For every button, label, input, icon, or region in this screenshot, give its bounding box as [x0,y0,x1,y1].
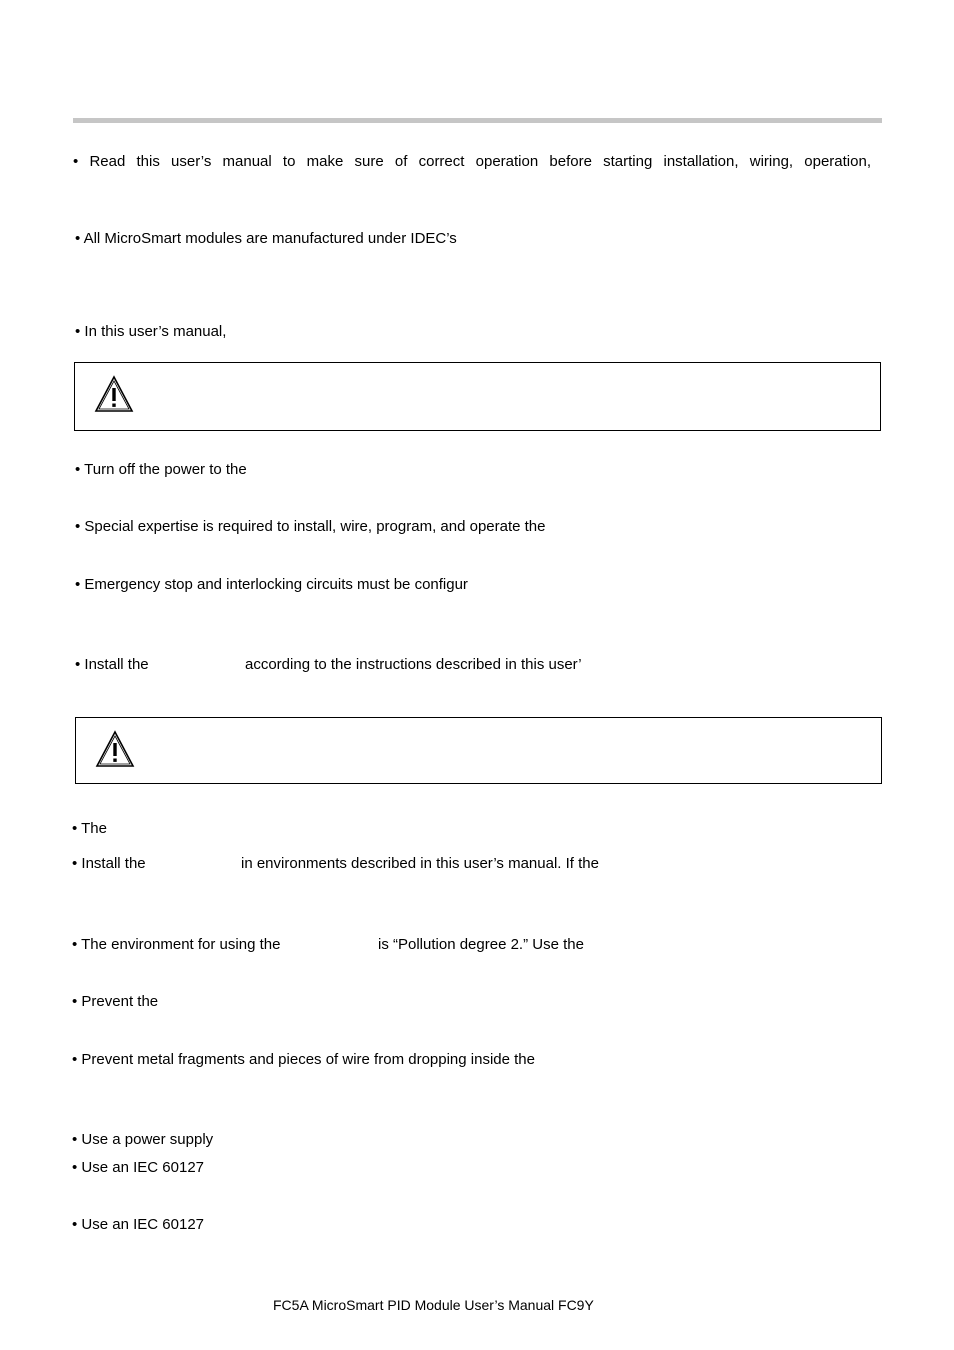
paragraph-turn-off-power: • Turn off the power to the [75,461,247,478]
warning-triangle-icon [94,375,134,413]
paragraph-install-a: • Install the [75,656,149,673]
paragraph-read-manual: • Read this user’s manual to make sure of correct operation before starting installation, wiring, operation, [73,153,871,170]
paragraph-iec-2: • Use an IEC 60127 [72,1216,204,1233]
paragraph-power-supply: • Use a power supply [72,1131,214,1148]
paragraph-environment-a: • The environment for using the [72,936,281,953]
paragraph-prevent-the: • Prevent the [72,993,159,1010]
paragraph-in-this-manual: • In this user’s manual, [75,323,227,340]
paragraph-emergency-stop: • Emergency stop and interlocking circuits must be configur [75,576,468,593]
header-rule [73,118,882,123]
paragraph-install-b: according to the instructions described in this user’ [245,656,582,673]
paragraph-the: • The [72,820,107,837]
paragraph-special-expertise: • Special expertise is required to install, wire, program, and operate the [75,518,546,535]
paragraph-install-env-a: • Install the [72,855,146,872]
page-footer: FC5A MicroSmart PID Module User’s Manual FC9Y [273,1297,594,1313]
warning-box-1 [74,362,881,431]
paragraph-environment-b: is “Pollution degree 2.” Use the [378,936,584,953]
paragraph-install-env-b: in environments described in this user’s manual. If the [241,855,599,872]
warning-triangle-icon [95,730,135,768]
warning-box-2 [75,717,882,784]
paragraph-manufactured: • All MicroSmart modules are manufactured under IDEC’s [75,230,457,247]
paragraph-prevent-metal: • Prevent metal fragments and pieces of wire from dropping inside the [72,1051,535,1068]
paragraph-iec-1: • Use an IEC 60127 [72,1159,204,1176]
